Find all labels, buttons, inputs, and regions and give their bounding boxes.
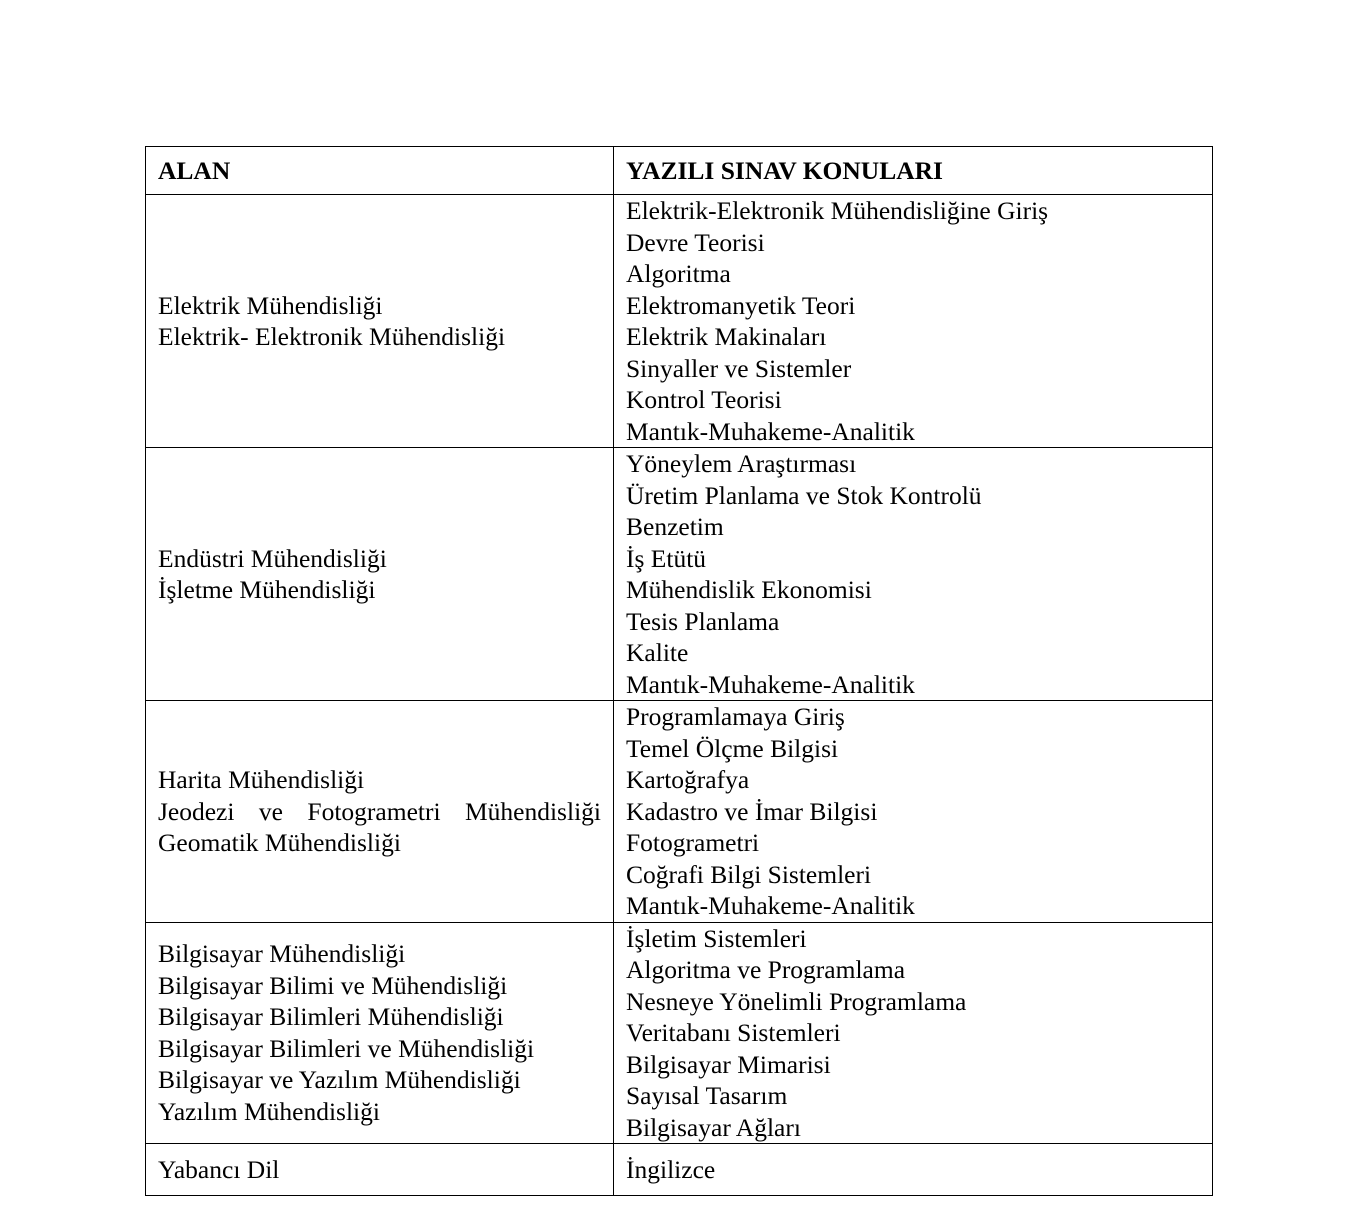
topic-item: Kontrol Teorisi: [626, 385, 782, 414]
topic-item: İş Etütü: [626, 543, 707, 573]
topic-item: Devre Teorisi: [626, 227, 765, 257]
topics-cell: [614, 448, 1213, 701]
area-cell: [146, 195, 614, 448]
header-topics: YAZILI SINAV KONULARI: [614, 147, 1213, 195]
area-name: Yazılım Mühendisliği: [158, 1096, 380, 1126]
area-name: Yabancı Dil: [158, 1154, 280, 1184]
area-cell: [146, 922, 614, 1144]
topic-item: Veritabanı Sistemleri: [626, 1018, 841, 1047]
topic-item: Algoritma: [626, 259, 731, 288]
topic-item: Sinyaller ve Sistemler: [626, 353, 852, 383]
topic-item: İşletim Sistemleri: [626, 923, 807, 953]
topic-item: Bilgisayar Mimarisi: [626, 1049, 831, 1079]
topic-item: Elektrik Makinaları: [626, 322, 827, 351]
area-name: Elektrik- Elektronik Mühendisliği: [158, 322, 506, 351]
topic-item: Nesneye Yönelimli Programlama: [626, 986, 967, 1016]
area-name: Endüstri Mühendisliği: [158, 543, 387, 573]
table-row: [146, 448, 1213, 701]
area-name: Bilgisayar Bilimleri Mühendisliği: [158, 1002, 504, 1032]
area-name: Bilgisayar Bilimleri ve Mühendisliği: [158, 1033, 535, 1063]
topic-item: Mantık-Muhakeme-Analitik: [626, 669, 915, 699]
topic-item: Sayısal Tasarım: [626, 1081, 788, 1110]
topic-item: Programlamaya Giriş: [626, 702, 845, 731]
area-name: Jeodezi ve Fotogrametri Mühendisliği: [158, 796, 601, 826]
topic-item: Coğrafi Bilgi Sistemleri: [626, 859, 872, 889]
area-cell: [146, 1144, 614, 1196]
topic-item: Kalite: [626, 638, 689, 667]
header-area: ALAN: [146, 147, 614, 195]
table-header-row: [146, 147, 1213, 195]
table-row: [146, 922, 1213, 1144]
table-row: [146, 1144, 1213, 1196]
topic-item: Fotogrametri: [626, 828, 760, 857]
area-name: Bilgisayar ve Yazılım Mühendisliği: [158, 1065, 521, 1095]
table-row: [146, 195, 1213, 448]
table-row: [146, 701, 1213, 923]
exam-topics-table: [145, 146, 1213, 1196]
topic-item: Kartoğrafya: [626, 765, 750, 794]
topics-cell: [614, 922, 1213, 1144]
area-name: Harita Mühendisliği: [158, 765, 365, 794]
area-cell: [146, 701, 614, 923]
topic-item: İngilizce: [626, 1154, 716, 1184]
topic-item: Üretim Planlama ve Stok Kontrolü: [626, 480, 982, 510]
topic-item: Mühendislik Ekonomisi: [626, 575, 872, 604]
area-name: Elektrik Mühendisliği: [158, 290, 383, 320]
area-name: Bilgisayar Bilimi ve Mühendisliği: [158, 970, 508, 1000]
topic-item: Yöneylem Araştırması: [626, 449, 857, 478]
area-name: Geomatik Mühendisliği: [158, 828, 401, 857]
topic-item: Algoritma ve Programlama: [626, 955, 906, 984]
topic-item: Mantık-Muhakeme-Analitik: [626, 891, 915, 920]
topic-item: Mantık-Muhakeme-Analitik: [626, 416, 915, 446]
topics-cell: [614, 195, 1213, 448]
topics-cell: [614, 1144, 1213, 1196]
area-name: Bilgisayar Mühendisliği: [158, 939, 406, 969]
topic-item: Elektrik-Elektronik Mühendisliğine Giriş: [626, 196, 1049, 225]
area-cell: [146, 448, 614, 701]
area-name: İşletme Mühendisliği: [158, 575, 376, 604]
topic-item: Elektromanyetik Teori: [626, 290, 856, 320]
topic-item: Tesis Planlama: [626, 606, 780, 636]
topic-item: Benzetim: [626, 512, 724, 541]
topics-cell: [614, 701, 1213, 923]
topic-item: Bilgisayar Ağları: [626, 1112, 801, 1142]
topic-item: Temel Ölçme Bilgisi: [626, 733, 839, 763]
topic-item: Kadastro ve İmar Bilgisi: [626, 796, 878, 826]
